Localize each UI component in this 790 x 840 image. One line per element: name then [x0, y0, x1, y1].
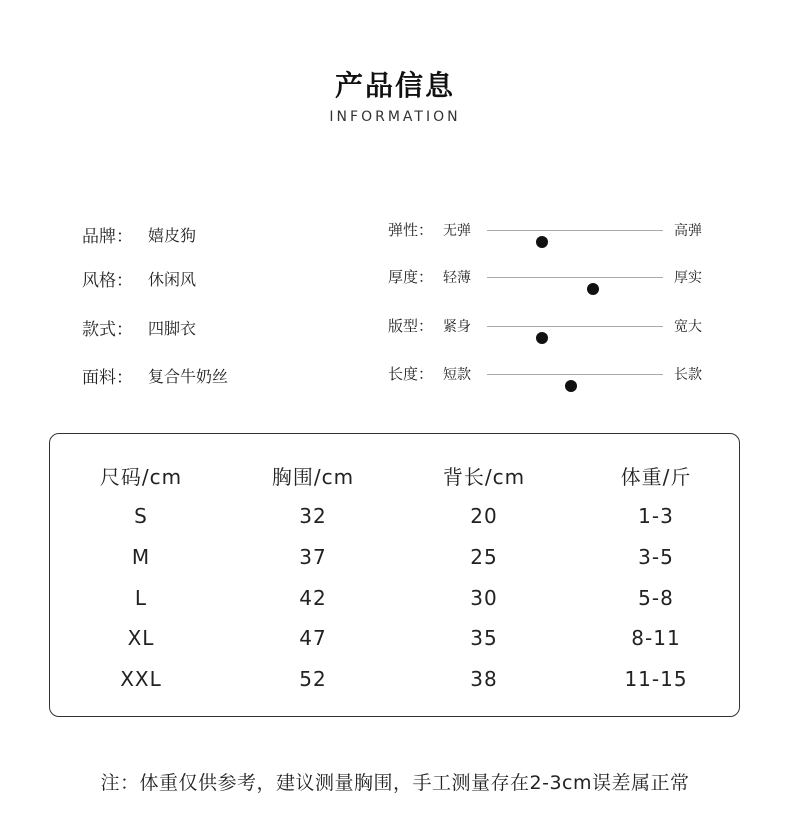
slider-thickness: [388, 266, 728, 290]
attr-brand: [82, 222, 197, 247]
attr-label: 面料：: [82, 368, 133, 388]
slider-label: 弹性：: [388, 221, 434, 239]
table-cell: 5-8: [638, 586, 674, 610]
slider-label: 厚度：: [388, 268, 434, 286]
table-cell: 3-5: [638, 545, 674, 569]
slider-knob: [536, 332, 548, 344]
header-cell: 胸围/cm: [271, 465, 355, 489]
slider-track: [487, 277, 663, 278]
table-cell: 20: [470, 504, 498, 528]
slider-knob: [565, 380, 577, 392]
attr-type: [82, 315, 197, 340]
slider-low-label: 短款: [443, 367, 471, 383]
table-cell: L: [134, 586, 148, 610]
table-cell: 8-11: [631, 626, 681, 650]
table-cell: XL: [127, 626, 155, 650]
header-cell: 尺码/cm: [99, 465, 183, 489]
table-cell: 30: [470, 586, 498, 610]
size-note: 注：体重仅供参考，建议测量胸围，手工测量存在2-3cm误差属正常: [100, 772, 690, 794]
slider-fit: [388, 315, 728, 339]
slider-track: [487, 326, 663, 327]
slider-low-label: 轻薄: [443, 270, 471, 286]
table-cell: 47: [299, 626, 327, 650]
slider-track: [487, 230, 663, 231]
table-cell: 35: [470, 626, 498, 650]
slider-high-label: 厚实: [674, 270, 702, 286]
table-cell: 52: [299, 667, 327, 691]
slider-label: 版型：: [388, 317, 434, 335]
header-cell: 背长/cm: [442, 465, 526, 489]
table-cell: 37: [299, 545, 327, 569]
page-subtitle: INFORMATION: [329, 109, 461, 125]
table-cell: 32: [299, 504, 327, 528]
slider-knob: [536, 236, 548, 248]
slider-low-label: 紧身: [443, 319, 471, 335]
attr-material: [82, 363, 229, 388]
slider-label: 长度：: [388, 365, 434, 383]
slider-low-label: 无弹: [443, 223, 471, 239]
slider-high-label: 宽大: [674, 319, 702, 335]
slider-high-label: 高弹: [674, 223, 702, 239]
size-table: [49, 433, 740, 717]
table-cell: 38: [470, 667, 498, 691]
attr-value: 复合牛奶丝: [148, 367, 229, 386]
table-cell: 11-15: [624, 667, 688, 691]
attr-style: [82, 266, 197, 291]
attr-label: 款式：: [82, 320, 133, 340]
table-cell: 1-3: [638, 504, 674, 528]
slider-track: [487, 374, 663, 375]
table-cell: 25: [470, 545, 498, 569]
table-cell: 42: [299, 586, 327, 610]
slider-knob: [587, 283, 599, 295]
attr-value: 休闲风: [148, 270, 197, 289]
slider-length: [388, 363, 728, 387]
table-cell: S: [134, 504, 148, 528]
header-cell: 体重/斤: [620, 465, 692, 489]
page-title: 产品信息: [334, 69, 455, 102]
attr-value: 嬉皮狗: [148, 226, 197, 245]
attr-label: 品牌：: [82, 227, 133, 247]
attr-label: 风格：: [82, 271, 133, 291]
slider-elasticity: [388, 219, 728, 243]
table-cell: M: [131, 545, 151, 569]
attr-value: 四脚衣: [148, 319, 197, 338]
table-cell: XXL: [120, 667, 162, 691]
slider-high-label: 长款: [674, 367, 702, 383]
